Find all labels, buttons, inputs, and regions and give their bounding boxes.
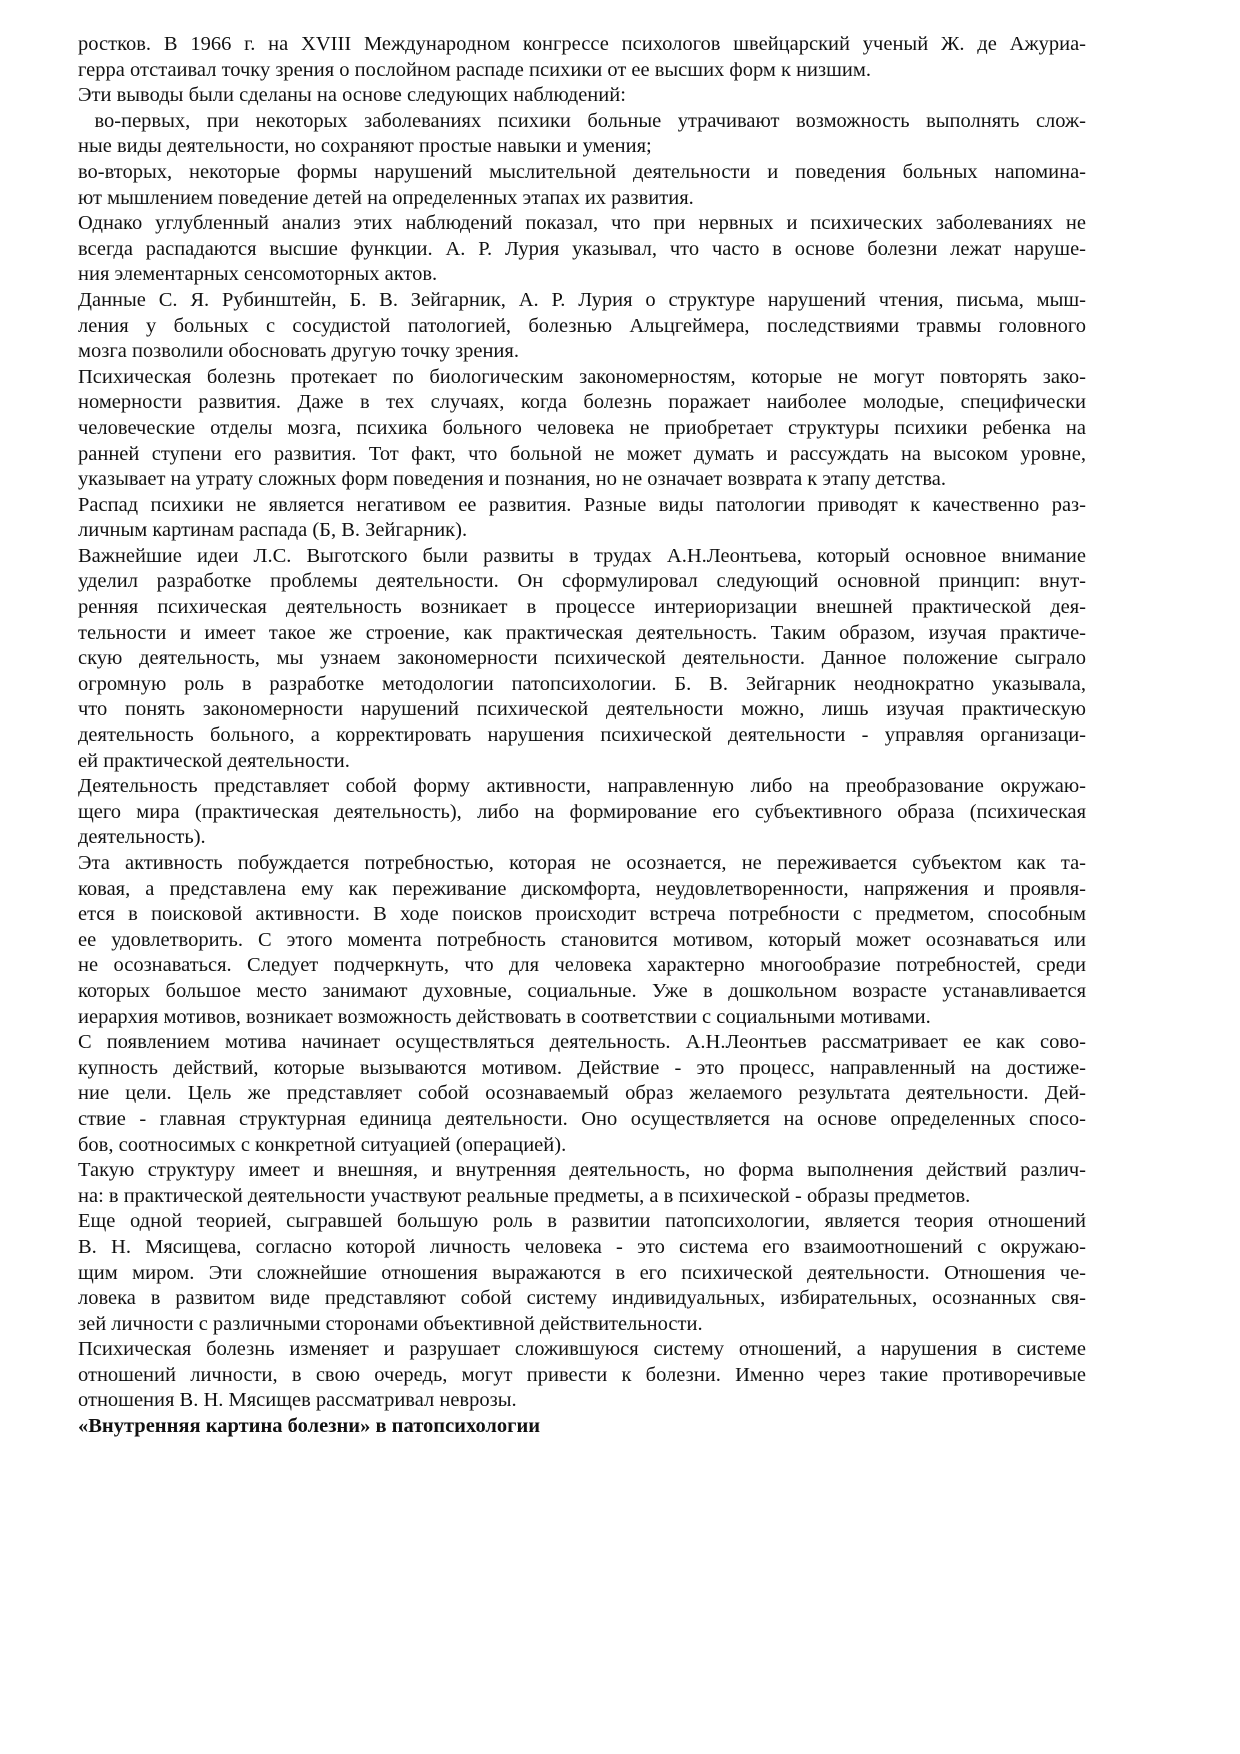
paragraph: [78, 774, 1086, 851]
text-line: ние цели. Цель же представляет собой осознаваемый образ желаемого результата деятельности. Дей-: [78, 1082, 1086, 1105]
text-line: бов, соотносимых с конкретной ситуацией (операцией).: [78, 1133, 567, 1156]
paragraph: [78, 109, 1086, 160]
text-line: указывает на утрату сложных форм поведения и познания, но не означает возврата к этапу детства.: [78, 468, 946, 491]
text-line: В. Н. Мясищева, согласно которой личность человека - это система его взаимоотношений с окружаю-: [78, 1235, 1086, 1258]
text-line: мозга позволили обосновать другую точку зрения.: [78, 340, 519, 363]
paragraph: [78, 851, 1086, 1030]
text-line: ют мышлением поведение детей на определенных этапах их развития.: [78, 186, 694, 209]
text-line: на: в практической деятельности участвуют реальные предметы, а в психической - образы предметов.: [78, 1184, 971, 1207]
text-line: ранней ступени его развития. Тот факт, что больной не может думать и рассуждать на высоком уровне,: [78, 442, 1086, 465]
paragraph: [78, 32, 1086, 83]
text-line: Еще одной теорией, сыгравшей большую роль в развитии патопсихологии, является теория отношений: [78, 1210, 1086, 1233]
text-line: во-первых, при некоторых заболеваниях психики больные утрачивают возможность выполнять слож-: [78, 109, 1086, 132]
text-line: ные виды деятельности, но сохраняют простые навыки и умения;: [78, 135, 652, 158]
paragraph: [78, 1158, 1086, 1209]
body-text: [78, 32, 1086, 1414]
section-heading: «Внутренняя картина болезни» в патопсихологии: [78, 1415, 541, 1438]
text-line: Такую структуру имеет и внешняя, и внутренняя деятельность, но форма выполнения действий различ-: [78, 1159, 1086, 1182]
text-line: Психическая болезнь протекает по биологическим закономерностям, которые не могут повторять зако-: [78, 365, 1086, 388]
text-line: Эта активность побуждается потребностью, которая не осознается, не переживается субъектом как та-: [78, 852, 1086, 874]
text-line: ростков. В 1966 г. на XVIII Международном конгрессе психологов швейцарский ученый Ж. де Ажуриа-: [78, 33, 1086, 55]
text-line: герра отстаивал точку зрения о послойном распаде психики от ее высших форм к низшим.: [78, 58, 871, 81]
text-line: иерархия мотивов, возникает возможность действовать в соответствии с социальными мотивами.: [78, 1005, 931, 1028]
text-line: Распад психики не является негативом ее развития. Разные виды патологии приводят к качественно раз-: [78, 493, 1086, 516]
text-line: скую деятельность, мы узнаем закономерности психической деятельности. Данное положение сыграло: [78, 647, 1086, 670]
text-line: отношений личности, в свою очередь, могут привести к болезни. Именно через такие противоречивые: [78, 1363, 1086, 1386]
text-line: ется в поисковой активности. В ходе поисков происходит встреча потребности с предметом, способным: [78, 903, 1086, 926]
text-line: ния элементарных сенсомоторных актов.: [78, 263, 438, 286]
text-line: Психическая болезнь изменяет и разрушает сложившуюся систему отношений, а нарушения в системе: [78, 1338, 1086, 1361]
text-line: ковая, а представлена ему как переживание дискомфорта, неудовлетворенности, напряжения и проявля-: [78, 877, 1086, 900]
text-line: Однако углубленный анализ этих наблюдений показал, что при нервных и психических заболеваниях не: [78, 212, 1086, 235]
text-line: огромную роль в разработке методологии патопсихологии. Б. В. Зейгарник неоднократно указывала,: [78, 672, 1086, 695]
text-line: деятельность больного, а корректировать нарушения психической деятельности - управляя организаци-: [78, 724, 1086, 747]
text-line: не осознаваться. Следует подчеркнуть, что для человека характерно многообразие потребностей, среди: [78, 954, 1086, 977]
paragraph: [78, 211, 1086, 288]
paragraph: [78, 365, 1086, 493]
paragraph: [78, 493, 1086, 544]
text-line: что понять закономерности нарушений психической деятельности можно, лишь изучая практическую: [78, 698, 1086, 721]
text-line: Эти выводы были сделаны на основе следующих наблюдений:: [78, 84, 626, 107]
paragraph: [78, 1209, 1086, 1337]
text-line: ее удовлетворить. С этого момента потребность становится мотивом, который может осознаваться или: [78, 928, 1086, 951]
text-line: уделил разработке проблемы деятельности. Он сформулировал следующий основной принцип: внут-: [78, 570, 1086, 593]
paragraph: [78, 1337, 1086, 1414]
text-line: человеческие отделы мозга, психика больного человека не приобретает структуры психики ребенка на: [78, 416, 1086, 439]
text-line: ления у больных с сосудистой патологией, болезнью Альцгеймера, последствиями травмы головного: [78, 314, 1086, 337]
text-line: зей личности с различными сторонами объективной действительности.: [78, 1312, 703, 1335]
paragraph: [78, 160, 1086, 211]
text-line: деятельность).: [78, 826, 206, 849]
text-line: купность действий, которые вызываются мотивом. Действие - это процесс, направленный на достиже-: [78, 1056, 1086, 1079]
paragraph: [78, 544, 1086, 774]
text-line: щим миром. Эти сложнейшие отношения выражаются в его психической деятельности. Отношения че-: [78, 1261, 1086, 1284]
text-line: Данные С. Я. Рубинштейн, Б. В. Зейгарник, А. Р. Лурия о структуре нарушений чтения, письма, мыш-: [78, 288, 1086, 311]
text-line: ренняя психическая деятельность возникает в процессе интериоризации внешней практической дея-: [78, 596, 1086, 619]
text-line: номерности развития. Даже в тех случаях, когда болезнь поражает наиболее молодые, специфически: [78, 391, 1086, 414]
document-page: [78, 32, 1086, 1440]
text-line: щего мира (практическая деятельность), либо на формирование его субъективного образа (психическая: [78, 800, 1086, 823]
text-line: Деятельность представляет собой форму активности, направленную либо на преобразование окружаю-: [78, 775, 1086, 798]
paragraph: [78, 288, 1086, 365]
paragraph: [78, 1030, 1086, 1158]
text-line: С появлением мотива начинает осуществляться деятельность. А.Н.Леонтьев рассматривает ее как сово-: [78, 1031, 1086, 1054]
text-line: ей практической деятельности.: [78, 749, 350, 772]
text-line: ловека в развитом виде представляют собой систему индивидуальных, избирательных, осознанных свя-: [78, 1287, 1086, 1310]
text-line: во-вторых, некоторые формы нарушений мыслительной деятельности и поведения больных напомина-: [78, 160, 1086, 183]
text-line: тельности и имеет такое же строение, как практическая деятельность. Таким образом, изучая практиче-: [78, 621, 1086, 644]
text-line: личным картинам распада (Б, В. Зейгарник).: [78, 519, 468, 542]
text-line: Важнейшие идеи Л.С. Выготского были развиты в трудах А.Н.Леонтьева, который основное внимание: [78, 544, 1086, 567]
paragraph: [78, 83, 1086, 109]
text-line: которых большое место занимают духовные, социальные. Уже в дошкольном возрасте устанавливается: [78, 979, 1086, 1002]
text-line: отношения В. Н. Мясищев рассматривал неврозы.: [78, 1389, 517, 1412]
text-line: всегда распадаются высшие функции. А. Р. Лурия указывал, что часто в основе болезни лежат наруше-: [78, 237, 1086, 260]
text-line: ствие - главная структурная единица деятельности. Оно осуществляется на основе определенных спосо-: [78, 1107, 1086, 1130]
